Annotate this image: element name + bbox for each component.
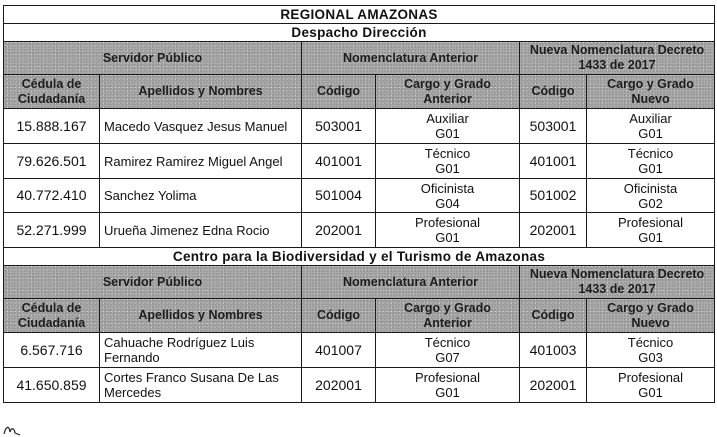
grado-anterior: G07 [435,350,460,365]
cargo-anterior: Profesional [414,370,481,385]
cell-nombre: Macedo Vasquez Jesus Manuel [100,109,302,144]
grado-nuevo: G01 [638,161,663,176]
grado-anterior: G01 [435,385,460,400]
cell-codigo-nuevo: 202001 [520,368,587,403]
grado-nuevo: G01 [638,126,663,141]
col-header-cargo-nuevo: Cargo y Grado Nuevo [587,299,715,333]
cell-cedula: 79.626.501 [4,144,100,179]
cell-codigo-nuevo: 401001 [520,144,587,179]
col-header-codigo-nuevo: Código [520,75,587,109]
cell-cargo-anterior [376,368,520,403]
cargo-nuevo: Auxiliar [629,111,672,126]
personnel-table [3,5,715,403]
cell-cedula: 15.888.167 [4,109,100,144]
grado-nuevo: G03 [638,350,663,365]
cell-nombre: Ramirez Ramirez Miguel Angel [100,144,302,179]
cell-nombre: Sanchez Yolima [100,179,302,213]
cell-cargo-nuevo [587,368,715,403]
cell-codigo-anterior: 503001 [302,109,376,144]
cell-cargo-anterior [376,179,520,213]
region-title: REGIONAL AMAZONAS [4,6,715,24]
grado-anterior: G04 [435,195,460,211]
table-row [4,333,715,368]
cell-cargo-nuevo [587,109,715,144]
group-header-anterior: Nomenclatura Anterior [302,266,520,299]
col-header-codigo-anterior: Código [302,75,376,109]
group-header-nueva: Nueva Nomenclatura Decreto 1433 de 2017 [520,42,715,75]
cell-nombre: Cortes Franco Susana De Las Mercedes [100,368,302,403]
cargo-anterior: Técnico [424,146,471,161]
cargo-anterior: Profesional [414,215,481,230]
cell-cargo-nuevo [587,213,715,248]
cell-codigo-anterior: 202001 [302,368,376,403]
group-header-servidor: Servidor Público [4,42,302,75]
table-row [4,368,715,403]
group-header-anterior: Nomenclatura Anterior [302,42,520,75]
cargo-nuevo: Técnico [627,335,674,350]
grado-anterior: G01 [435,126,460,141]
cargo-anterior: Técnico [424,335,471,350]
table-row [4,144,715,179]
col-header-codigo-anterior: Código [302,299,376,333]
grado-nuevo: G01 [638,230,663,245]
table-row [4,179,715,213]
handwritten-mark [2,422,22,436]
group-header-servidor: Servidor Público [4,266,302,299]
cell-cargo-anterior [376,213,520,248]
document-page [3,5,714,403]
cell-cargo-anterior [376,109,520,144]
col-header-cedula: Cédula de Ciudadanía [4,75,100,109]
col-header-cargo-nuevo: Cargo y Grado Nuevo [587,75,715,109]
cell-codigo-nuevo: 503001 [520,109,587,144]
section-title-despacho: Despacho Dirección [4,24,715,42]
cell-cedula: 6.567.716 [4,333,100,368]
cargo-nuevo: Técnico [627,146,674,161]
col-header-cargo-anterior: Cargo y Grado Anterior [376,299,520,333]
cell-cargo-nuevo [587,144,715,179]
cell-codigo-nuevo: 202001 [520,213,587,248]
cell-codigo-anterior: 401001 [302,144,376,179]
grado-anterior: G01 [435,161,460,176]
col-header-cedula: Cédula de Ciudadanía [4,299,100,333]
cell-nombre: Cahuache Rodríguez Luis Fernando [100,333,302,368]
grado-anterior: G01 [435,230,460,245]
cell-cargo-anterior [376,333,520,368]
cell-codigo-anterior: 202001 [302,213,376,248]
cell-cargo-nuevo [587,179,715,213]
section-title-centro: Centro para la Biodiversidad y el Turismo de Amazonas [4,248,715,266]
cargo-anterior: Oficinista [420,180,475,196]
cell-cargo-anterior [376,144,520,179]
grado-nuevo: G02 [638,195,663,211]
cargo-nuevo: Oficinista [623,180,678,196]
cell-cargo-nuevo [587,333,715,368]
col-header-nombres: Apellidos y Nombres [100,299,302,333]
cell-codigo-anterior: 401007 [302,333,376,368]
col-header-codigo-nuevo: Código [520,299,587,333]
cell-codigo-nuevo: 501002 [520,179,587,213]
table-row [4,213,715,248]
cargo-nuevo: Profesional [618,215,684,230]
cell-codigo-nuevo: 401003 [520,333,587,368]
grado-nuevo: G01 [638,385,663,400]
cell-cedula: 52.271.999 [4,213,100,248]
cell-cedula: 41.650.859 [4,368,100,403]
cell-codigo-anterior: 501004 [302,179,376,213]
cargo-nuevo: Profesional [618,370,684,385]
col-header-cargo-anterior: Cargo y Grado Anterior [376,75,520,109]
cargo-anterior: Auxiliar [426,111,469,126]
cell-nombre: Urueña Jimenez Edna Rocio [100,213,302,248]
col-header-nombres: Apellidos y Nombres [100,75,302,109]
group-header-nueva: Nueva Nomenclatura Decreto 1433 de 2017 [520,266,715,299]
table-row [4,109,715,144]
cell-cedula: 40.772.410 [4,179,100,213]
